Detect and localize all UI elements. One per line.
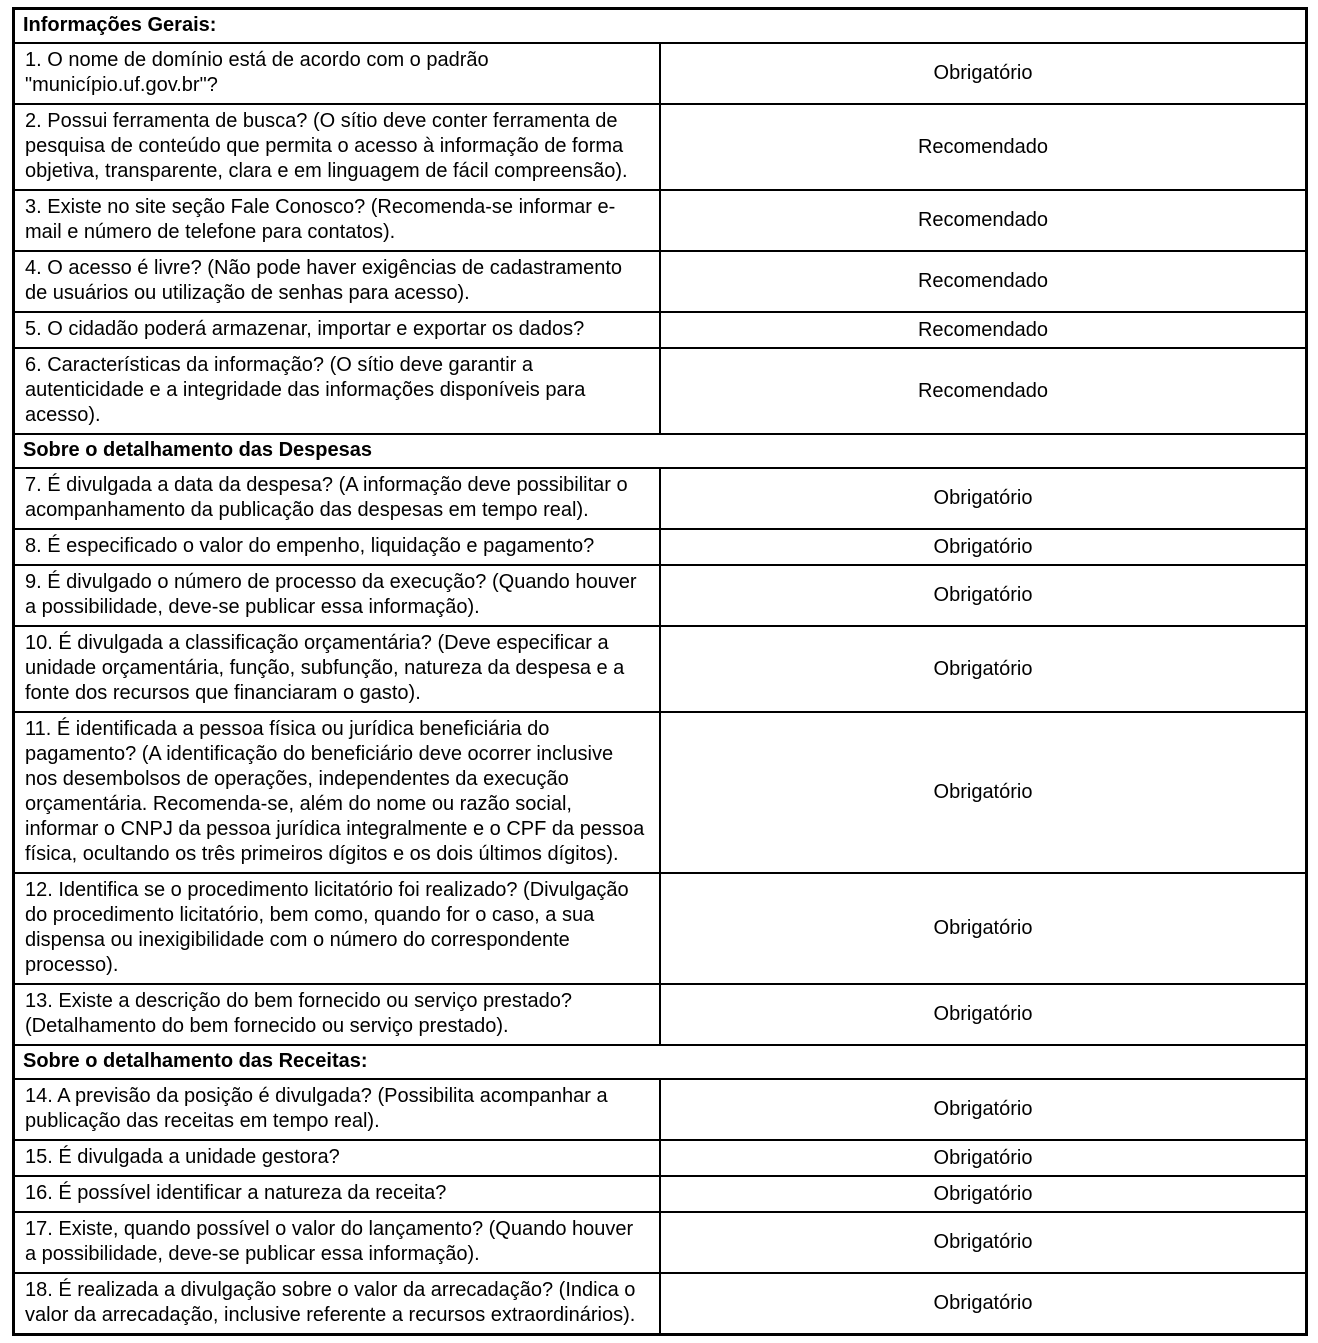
table-row xyxy=(14,984,1307,1045)
question-cell: 16. É possível identificar a natureza da receita? xyxy=(14,1176,661,1212)
status-cell: Recomendado xyxy=(660,190,1307,251)
table-row xyxy=(14,626,1307,712)
status-cell: Obrigatório xyxy=(660,43,1307,104)
table-row xyxy=(14,468,1307,529)
status-cell: Recomendado xyxy=(660,348,1307,434)
question-cell: 3. Existe no site seção Fale Conosco? (Recomenda-se informar e-mail e número de telefone para contatos). xyxy=(14,190,661,251)
status-cell: Obrigatório xyxy=(660,565,1307,626)
table-row xyxy=(14,104,1307,190)
section-header: Sobre o detalhamento das Despesas xyxy=(14,434,1307,468)
question-cell: 12. Identifica se o procedimento licitatório foi realizado? (Divulgação do procedimento licitatório, bem como, quando for o caso, a sua dispensa ou inexigibilidade com o número do correspondente processo). xyxy=(14,873,661,984)
table-row xyxy=(14,1273,1307,1335)
question-cell: 2. Possui ferramenta de busca? (O sítio deve conter ferramenta de pesquisa de conteúdo que permita o acesso à informação de forma objetiva, transparente, clara e em linguagem de fácil compreensão). xyxy=(14,104,661,190)
table-row xyxy=(14,312,1307,348)
status-cell: Obrigatório xyxy=(660,529,1307,565)
question-cell: 5. O cidadão poderá armazenar, importar e exportar os dados? xyxy=(14,312,661,348)
question-cell: 8. É especificado o valor do empenho, liquidação e pagamento? xyxy=(14,529,661,565)
status-cell: Recomendado xyxy=(660,104,1307,190)
transparency-checklist-table xyxy=(12,7,1308,1336)
section-header: Sobre o detalhamento das Receitas: xyxy=(14,1045,1307,1079)
table-row xyxy=(14,348,1307,434)
status-cell: Obrigatório xyxy=(660,1140,1307,1176)
status-cell: Obrigatório xyxy=(660,626,1307,712)
table-row xyxy=(14,43,1307,104)
question-cell: 4. O acesso é livre? (Não pode haver exigências de cadastramento de usuários ou utilização de senhas para acesso). xyxy=(14,251,661,312)
status-cell: Obrigatório xyxy=(660,984,1307,1045)
table-row xyxy=(14,565,1307,626)
question-cell: 15. É divulgada a unidade gestora? xyxy=(14,1140,661,1176)
section-header-row xyxy=(14,1045,1307,1079)
question-cell: 11. É identificada a pessoa física ou jurídica beneficiária do pagamento? (A identificação do beneficiário deve ocorrer inclusive nos desembolsos de operações, independentes da execução orçamentária. Recomenda-se, além do nome ou razão social, informar o CNPJ da pessoa jurídica integralmente e o CPF da pessoa física, ocultando os três primeiros dígitos e os dois últimos dígitos). xyxy=(14,712,661,873)
question-cell: 14. A previsão da posição é divulgada? (Possibilita acompanhar a publicação das receitas em tempo real). xyxy=(14,1079,661,1140)
question-cell: 9. É divulgado o número de processo da execução? (Quando houver a possibilidade, deve-se publicar essa informação). xyxy=(14,565,661,626)
question-cell: 1. O nome de domínio está de acordo com o padrão "município.uf.gov.br"? xyxy=(14,43,661,104)
status-cell: Obrigatório xyxy=(660,468,1307,529)
question-cell: 13. Existe a descrição do bem fornecido ou serviço prestado? (Detalhamento do bem fornecido ou serviço prestado). xyxy=(14,984,661,1045)
table-row xyxy=(14,712,1307,873)
section-header-row xyxy=(14,434,1307,468)
section-header: Informações Gerais: xyxy=(14,9,1307,44)
table-row xyxy=(14,1140,1307,1176)
table-row xyxy=(14,873,1307,984)
question-cell: 17. Existe, quando possível o valor do lançamento? (Quando houver a possibilidade, deve-se publicar essa informação). xyxy=(14,1212,661,1273)
status-cell: Obrigatório xyxy=(660,1273,1307,1335)
status-cell: Recomendado xyxy=(660,251,1307,312)
table-row xyxy=(14,1176,1307,1212)
status-cell: Obrigatório xyxy=(660,873,1307,984)
question-cell: 7. É divulgada a data da despesa? (A informação deve possibilitar o acompanhamento da publicação das despesas em tempo real). xyxy=(14,468,661,529)
table-row xyxy=(14,1079,1307,1140)
table-row xyxy=(14,251,1307,312)
table-row xyxy=(14,1212,1307,1273)
table-row xyxy=(14,190,1307,251)
table-row xyxy=(14,529,1307,565)
status-cell: Obrigatório xyxy=(660,712,1307,873)
question-cell: 18. É realizada a divulgação sobre o valor da arrecadação? (Indica o valor da arrecadação, inclusive referente a recursos extraordinários). xyxy=(14,1273,661,1335)
status-cell: Recomendado xyxy=(660,312,1307,348)
status-cell: Obrigatório xyxy=(660,1176,1307,1212)
question-cell: 10. É divulgada a classificação orçamentária? (Deve especificar a unidade orçamentária, função, subfunção, natureza da despesa e a fonte dos recursos que financiaram o gasto). xyxy=(14,626,661,712)
status-cell: Obrigatório xyxy=(660,1212,1307,1273)
question-cell: 6. Características da informação? (O sítio deve garantir a autenticidade e a integridade das informações disponíveis para acesso). xyxy=(14,348,661,434)
checklist-body xyxy=(14,9,1307,1335)
section-header-row xyxy=(14,9,1307,44)
status-cell: Obrigatório xyxy=(660,1079,1307,1140)
